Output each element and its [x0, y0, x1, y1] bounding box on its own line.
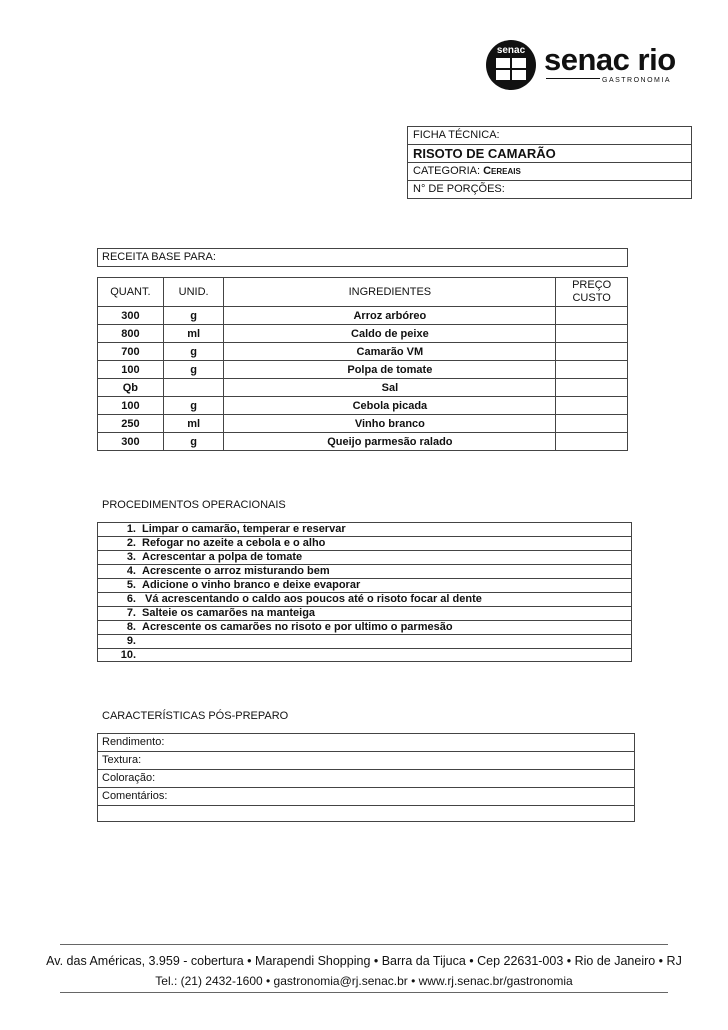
categoria-label: CATEGORIA: [413, 165, 484, 177]
senac-badge-icon [486, 40, 536, 90]
ingredients-table [97, 277, 628, 451]
footer-contact: Tel.: (21) 2432-1600 • gastronomia@rj.senac.br • www.rj.senac.br/gastronomia [155, 974, 573, 988]
list-item: 9. [98, 635, 631, 649]
list-item: 8. Acrescente os camarões no risoto e por ultimo o parmesão [98, 621, 631, 635]
list-item: 2. Refogar no azeite a cebola e o alho [98, 537, 631, 551]
coloracao-field: Coloração: [98, 770, 634, 788]
footer-address: Av. das Américas, 3.959 - cobertura • Marapendi Shopping • Barra da Tijuca • Cep 22631-003 • Rio de Janeiro • RJ [46, 954, 682, 968]
table-row: Qb Sal [98, 379, 628, 397]
header-quant: QUANT. [98, 278, 164, 307]
header-ingredientes: INGREDIENTES [224, 278, 556, 307]
rendimento-field: Rendimento: [98, 734, 634, 752]
list-item: 6. Vá acrescentando o caldo aos poucos até o risoto focar al dente [98, 593, 631, 607]
list-item: 5. Adicione o vinho branco e deixe evaporar [98, 579, 631, 593]
senac-rio-logo [486, 40, 676, 90]
table-row: 300 g Arroz arbóreo [98, 307, 628, 325]
table-row: 300 g Queijo parmesão ralado [98, 433, 628, 451]
textura-field: Textura: [98, 752, 634, 770]
table-row: 100 g Cebola picada [98, 397, 628, 415]
categoria-value: Cereais [483, 165, 521, 177]
list-item: 3. Acrescentar a polpa de tomate [98, 551, 631, 565]
list-item: 7. Salteie os camarões na manteiga [98, 607, 631, 621]
header-preco-custo: PREÇO CUSTO [556, 278, 628, 307]
comentarios-field: Comentários: [98, 788, 634, 806]
footer-divider-bottom [60, 992, 668, 993]
logo-subtitle: GASTRONOMIA [602, 77, 672, 84]
procedimentos-title: PROCEDIMENTOS OPERACIONAIS [102, 499, 286, 511]
caracteristicas-title: CARACTERÍSTICAS PÓS-PREPARO [102, 710, 289, 722]
table-row: 700 g Camarão VM [98, 343, 628, 361]
table-row: 100 g Polpa de tomate [98, 361, 628, 379]
ficha-label: FICHA TÉCNICA: [408, 127, 691, 145]
logo-name: senac rio [544, 42, 676, 77]
footer-divider [60, 944, 668, 945]
logo-badge-text: senac [496, 45, 526, 56]
receita-base-label: RECEITA BASE PARA: [97, 248, 628, 267]
list-item: 4. Acrescente o arroz misturando bem [98, 565, 631, 579]
procedimentos-list [97, 522, 632, 662]
porcoes-row: N° DE PORÇÕES: [413, 183, 505, 195]
list-item: 1. Limpar o camarão, temperar e reservar [98, 523, 631, 537]
categoria-row [408, 163, 691, 181]
header-unid: UNID. [163, 278, 224, 307]
ficha-tecnica-box [407, 126, 692, 199]
list-item: 10. [120, 649, 136, 661]
table-row: 800 ml Caldo de peixe [98, 325, 628, 343]
logo-divider [546, 78, 600, 79]
ingredients-header-row [98, 278, 628, 307]
table-row: 250 ml Vinho branco [98, 415, 628, 433]
caracteristicas-box [97, 733, 635, 822]
recipe-section [97, 248, 628, 451]
recipe-title: RISOTO DE CAMARÃO [408, 145, 691, 163]
comentarios-space [98, 806, 634, 821]
